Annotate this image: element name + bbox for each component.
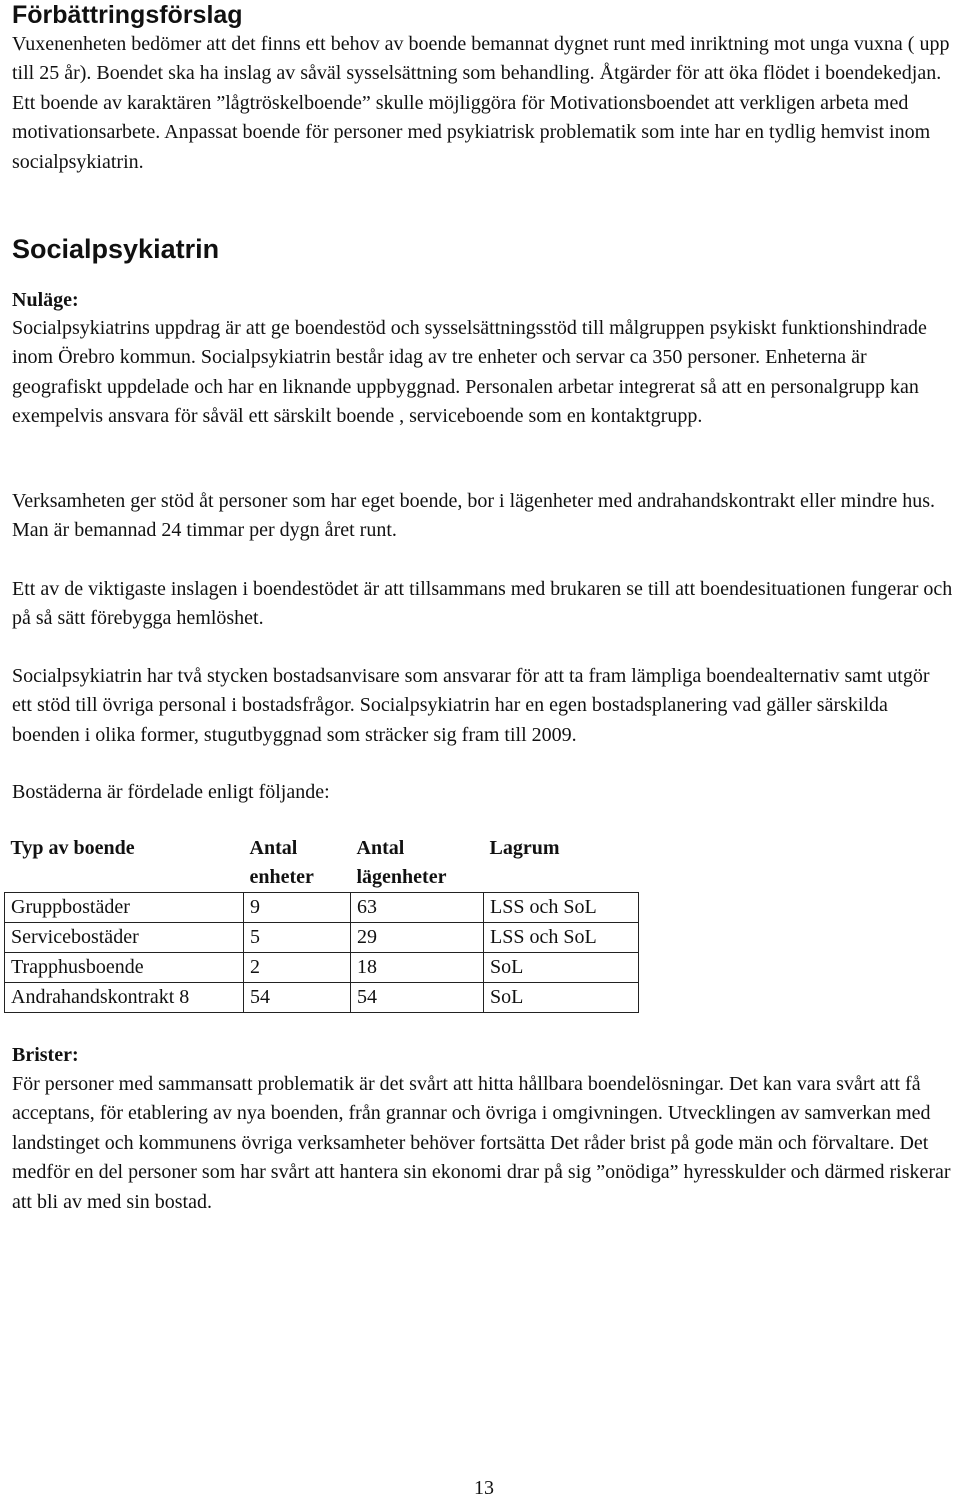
- subheading-nulage: Nuläge:: [12, 289, 79, 311]
- table-row: [5, 893, 639, 923]
- table-header-cell: Typ av boende: [10, 837, 135, 859]
- paragraph-forbattringsforslag: Vuxenenheten bedömer att det finns ett behov av boende bemannat dygnet runt med inriktning mot unga vuxna ( upp till 25 år). Boendet ska ha inslag av såväl sysselsättning som behandling. Åtgärder för att öka flödet i boendekedjan. Ett boende av karaktären ”lågtröskelboende” skulle möjliggöra för Motivationsboendet att verkligen arbeta med motivationsarbete. Anpassat boende för personer med psykiatrisk problematik som inte har en tydlig hemvist inom socialpsykiatrin.: [12, 33, 950, 173]
- section-heading-forbattringsforslag: Förbättringsförslag: [12, 1, 243, 29]
- table-cell: 54: [351, 983, 484, 1013]
- table-cell: 18: [351, 953, 484, 983]
- table-cell: Andrahandskontrakt 8: [5, 983, 244, 1013]
- section-heading-socialpsykiatrin: Socialpsykiatrin: [12, 234, 220, 264]
- paragraph-brister: För personer med sammansatt problematik är det svårt att hitta hållbara boendelösningar. Det kan vara svårt att få acceptans, för etablering av nya boenden, från grannar och övriga i omgivningen. Utvecklingen av samverkan med landstinget och kommunens övriga verksamheter behöver fortsätta Det råder brist på gode män och förvaltare. Det medför en del personer som har svårt att hantera sin ekonomi drar på sig ”onödiga” hyresskulder och därmed riskerar att bli av med sin bostad.: [12, 1073, 951, 1213]
- table-cell: SoL: [484, 953, 639, 983]
- paragraph-boendestod: Ett av de viktigaste inslagen i boendestödet är att tillsammans med brukaren se till att boendesituationen fungerar och på så sätt förebygga hemlöshet.: [12, 578, 953, 630]
- housing-table: [4, 834, 639, 1013]
- table-row: [5, 953, 639, 983]
- table-cell: 5: [244, 923, 351, 953]
- table-cell: 54: [244, 983, 351, 1013]
- paragraph-verksamheten: Verksamheten ger stöd åt personer som har eget boende, bor i lägenheter med andrahandskontrakt eller mindre hus. Man är bemannad 24 timmar per dygn året runt.: [12, 490, 936, 542]
- paragraph-uppdrag: Socialpsykiatrins uppdrag är att ge boendestöd och sysselsättningsstöd till målgruppen psykiskt funktionshindrade inom Örebro kommun. Socialpsykiatrin består idag av tre enheter och servar ca 350 personer. Enheterna är geografiskt uppdelade och har en liknande uppbyggnad. Personalen arbetar integrerat så att en personalgrupp kan exempelvis ansvara för såväl ett särskilt boende , serviceboende som en kontaktgrupp.: [12, 317, 927, 428]
- table-cell: LSS och SoL: [484, 923, 639, 953]
- table-row: [5, 983, 639, 1013]
- paragraph-bostadsanvisare: Socialpsykiatrin har två stycken bostadsanvisare som ansvarar för att ta fram lämpliga boendealternativ samt utgör ett stöd till övriga personal i bostadsfrågor. Socialpsykiatrin har en egen bostadsplanering vad gäller särskilda boenden i olika former, stugutbyggnad som sträcker sig fram till 2009.: [12, 665, 930, 746]
- table-cell: LSS och SoL: [484, 893, 639, 923]
- table-cell: SoL: [484, 983, 639, 1013]
- table-cell: 29: [351, 923, 484, 953]
- table-header-cell: Antal enheter: [249, 837, 314, 888]
- table-cell: Servicebostäder: [5, 923, 244, 953]
- table-cell: Gruppbostäder: [5, 893, 244, 923]
- page-number: 13: [474, 1477, 494, 1499]
- table-header-cell: Lagrum: [489, 837, 560, 859]
- table-cell: Trapphusboende: [5, 953, 244, 983]
- table-header-cell: Antal lägenheter: [356, 837, 447, 888]
- table-cell: 9: [244, 893, 351, 923]
- paragraph-fordelning-intro: Bostäderna är fördelade enligt följande:: [12, 781, 330, 803]
- subheading-brister: Brister:: [12, 1044, 79, 1066]
- table-header-row: [5, 834, 639, 893]
- table-row: [5, 923, 639, 953]
- table-cell: 2: [244, 953, 351, 983]
- table-cell: 63: [351, 893, 484, 923]
